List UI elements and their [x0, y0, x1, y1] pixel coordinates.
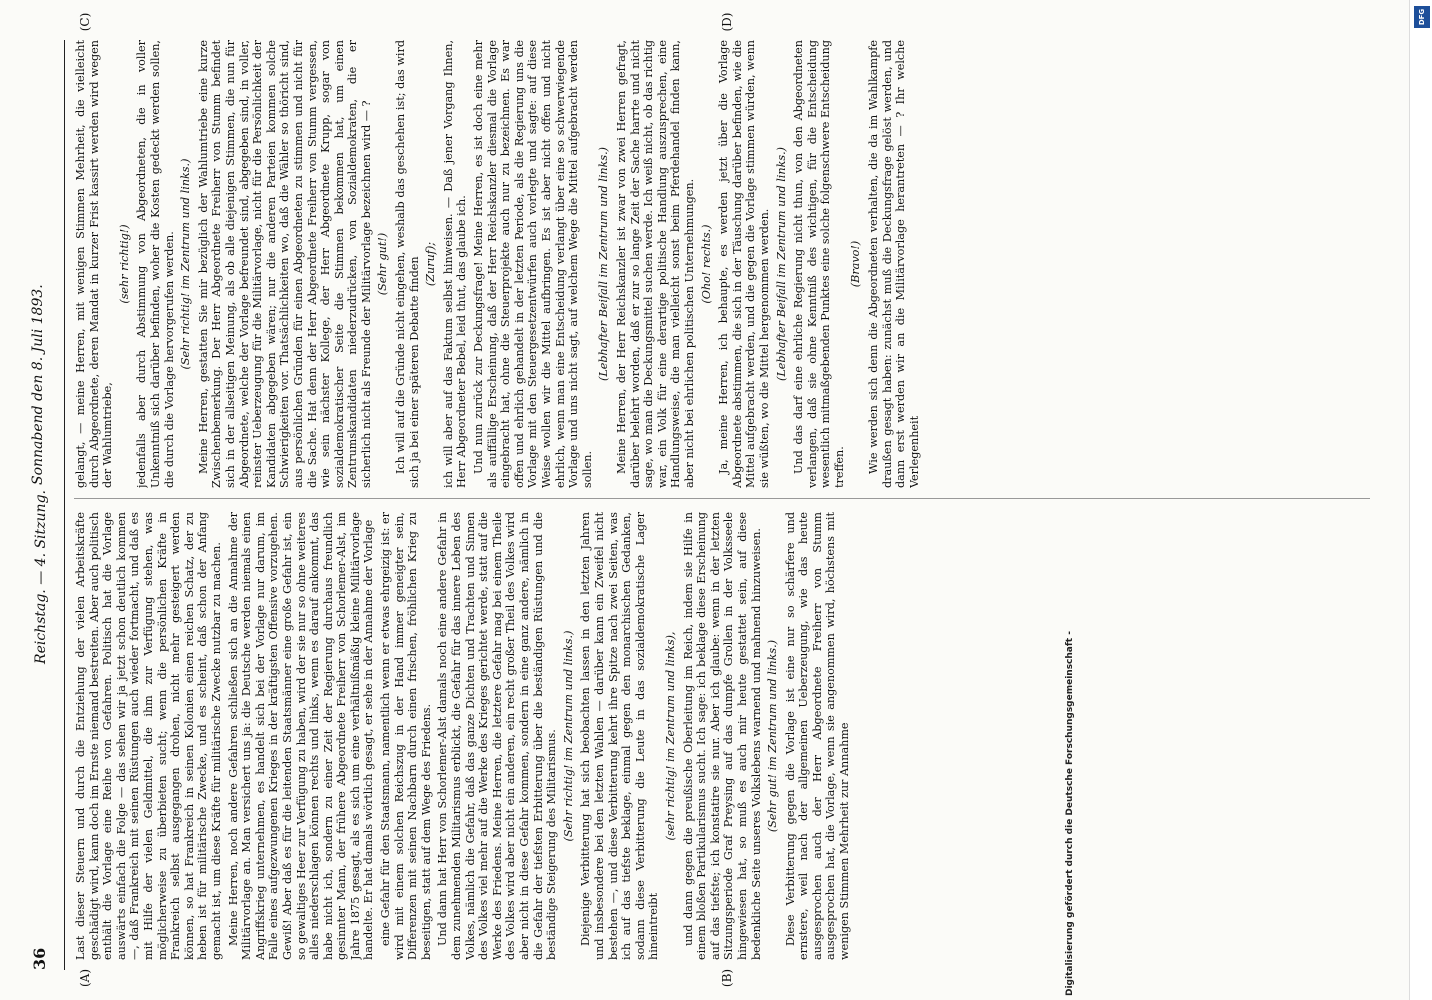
- header-rule: [64, 40, 65, 970]
- paragraph: Meine Herren, noch andere Gefahren schließen sich an die Annahme der Militärvorlage an. Man versichert uns ja: die Deutsche werden niemals einen Angriffskrieg unternehmen, es handelt sich bei der Vorlage nur darum, im Falle eines aufgezwungenen Krieges in der kräftigsten Offensive vorzugehen. Gewiß! Aber daß es für die leitenden Staatsmänner eine große Gefahr ist, ein so gewaltiges Heer zur Verfügung zu haben, wird der sie nur so ohne weiteres alles niederschlagen können rechts und links, wenn es darauf ankommt, das habe nicht ich, sondern zu einer Zeit der Regierung durchaus freundlich gesinnter Mann, der frühere Abgeordnete Freiherr von Schorlemer-Alst, im Jahre 1875 gesagt, als es sich um eine verhältnißmäßig kleine Militärvorlage handelte. Er hat damals wörtlich gesagt, er sehe in der Annahme der Vorlage: [226, 512, 376, 960]
- paragraph: Diejenige Verbitterung hat sich beobachten lassen in den letzten Jahren und insbesondere bei den letzten Wahlen — darüber kann ein Zweifel nicht bestehen —, und diese Verbitterung kehrt ihre Spitze nach zwei Seiten, was ich auf das tiefste beklage, einmal gegen den monarchischen Gedanken, sodann diese Verbitterung die Leute in das sozialdemokratische Lager hineintreibt: [579, 512, 661, 960]
- paragraph: Last dieser Steuern und durch die Entziehung der vielen Arbeitskräfte geschädigt wird, kann doch im Ernste niemand bestreiten. Aber auch politisch enthält die Vorlage eine Reihe von Gefahren. Politisch hat die Vorlage auswärts einfach die Folge — das sehen wir ja jetzt schon deutlich kommen —, daß Frankreich mit seinen Rüstungen auch wieder fortmacht, und daß es mit Hilfe der vielen Geldmittel, die ihm zur Verfügung stehen, was möglicherweise zu überbieten sucht; wenn die persönlichen Kräfte in Frankreich selbst ausgegangen drohen, nicht mehr gesteigert werden können, so hat Frankreich in seinen Kolonien einen reichen Schatz, der zu heben ist für militärische Zwecke, und es scheint, daß schon der Anfang gemacht ist, um diese Kräfte für militärische Zwecke nutzbar zu machen.: [74, 512, 223, 960]
- paragraph: jedenfalls aber durch Abstimmung von Abgeordneten, die in voller Unkenntniß sich darüber befinden, woher die Kosten gedeckt werden sollen, die durch die Vorlage hervorgerufen werden.: [135, 40, 176, 488]
- interjection: (Sehr gut!): [376, 232, 390, 296]
- interjection: (sehr richtig!): [117, 224, 131, 304]
- paragraph: Ich will auf die Gründe nicht eingehen, weshalb das geschehen ist; das wird sich ja bei einer späteren Debatte finden: [394, 40, 421, 488]
- margin-marker-a: (A): [78, 968, 92, 988]
- digitization-credit: Digitalisierung gefördert durch die Deutsche Forschungsgemeinschaft -: [1065, 631, 1076, 996]
- paragraph: Und dann hat Herr von Schorlemer-Alst damals noch eine andere Gefahr in dem zunehmenden Militarismus erblickt, die Gefahr für das innere Leben des Volkes, nämlich die Gefahr, daß das ganze Dichten und Trachten und Sinnen des Volkes viel mehr auf die Werke des Krieges gerichtet werde, statt auf die Werke des Friedens. Meine Herren, die letztere Gefahr mag bei einem Theile des Volkes wird aber nicht ein anderen, ein recht großer Theil des Volkes wird aber nicht in diese Gefahr kommen, sondern in eine ganz andere, nämlich in die Gefahr der tiefsten Erbitterung über die beständigen Rüstungen und die beständige Steigerung des Militarismus.: [436, 512, 559, 960]
- right-column: [74, 40, 1374, 488]
- column-divider: [74, 498, 1370, 499]
- interjection: (Lebhafter Beifall im Zentrum und links.): [597, 146, 611, 382]
- page-header-right: [30, 45, 60, 485]
- page-header-left: [30, 490, 60, 970]
- interjection: (sehr richtig! im Zentrum und links),: [663, 631, 677, 841]
- margin-marker-c: (C): [78, 12, 92, 32]
- margin-marker-d: (D): [720, 12, 734, 32]
- interjection: (Sehr richtig! im Zentrum und links.): [561, 630, 575, 842]
- paragraph: Meine Herren, gestatten Sie mir bezüglich der Wahlumtriebe eine kurze Zwischenbemerkung. Der Herr Abgeordnete Freiherr von Stumm befindet sich in der allseitigen Meinung, als ob alle diejenigen Stimmen, die nun für Abgeordnete, welche der Vorlage befreundet sind, abgegeben sind, in voller, reinster Ueberzeugung für die Militärvorlage, nicht für die Persönlichkeit der Kandidaten abgegeben wären; nur die anderen Parteien kommen solche Schwierigkeiten vor. Thatsächlichkeiten wo, daß die Wähler so thöricht sind, aus persönlichen Gründen für einen Abgeordneten zu stimmen und nicht für die Sache. Hat denn der Herr Abgeordnete Freiherr von Stumm vergessen, wie sein nächster Kollege, der Herr Abgeordnete Krupp, sogar von sozialdemokratischer Seite die Stimmen bekommen hat, um einen Zentrumskandidaten niederzudrücken, von Sozialdemokraten, die er sicherlich nicht als Freunde der Militärvorlage bezeichnen wird — ?: [196, 40, 373, 488]
- paragraph: Meine Herren, der Herr Reichskanzler ist zwar von zwei Herren gefragt, darüber belehrt worden, daß er zur so lange Zeit der Sache harrte und nicht sage, wo man die Deckungsmittel suchen werde. Ich weiß nicht, ob das richtig war, ein Volk für eine derartige politische Handlung auszusprechen, eine Handlungsweise, die man vielleicht sonst beim Pferdehandel finden kann, aber nicht bei ehrlichen politischen Unternehmungen.: [614, 40, 696, 488]
- interjection: (Bravo!): [849, 240, 863, 288]
- interjection: (Sehr gut! im Zentrum und links.): [766, 639, 780, 833]
- paragraph: Ja, meine Herren, ich behaupte, es werden jetzt über die Vorlage Abgeordnete abstimmen, die sich in der Täuschung darüber befinden, wie die Mittel aufgebracht werden, und die gegen die Vorlage stimmen würden, wenn sie wüßten, wo die Mittel hergenommen werden.: [717, 40, 771, 488]
- paragraph: Wie werden sich denn die Abgeordneten verhalten, die da im Wahlkampfe draußen gesagt haben: zunächst muß die Deckungsfrage gelöst werden, und dann erst werden wir an die Militärvorlage herantreten — ? Ihr welche Verlegenheit: [867, 40, 921, 488]
- digitization-strip: [1065, 0, 1432, 1000]
- interjection: (Oho! rechts.): [699, 224, 713, 304]
- paragraph: gelangt, — meine Herren, mit wenigen Stimmen Mehrheit, die vielleicht durch Abgeordnete, deren Mandat in kurzer Frist kassirt werden wird wegen der Wahlumtriebe,: [74, 40, 115, 488]
- session-date: Sonnabend den 8. Juli 1893.: [30, 284, 46, 485]
- interjection: (Lebhafter Beifall im Zentrum und links.): [774, 146, 788, 382]
- dfg-logo: DFG: [1414, 6, 1430, 28]
- left-column: [74, 512, 1374, 960]
- interjection: (Sehr richtig! im Zentrum und links.): [179, 158, 193, 370]
- paragraph: Und nun zurück zur Deckungsfrage! Meine Herren, es ist doch eine mehr als auffällige Erscheinung, daß der Herr Reichskanzler diesmal die Vorlage eingebracht hat, ohne die Steuerprojekte auch nur zu bezeichnen. Es war offen und ehrlich gehandelt in der letzten Periode, als die Regierung uns die Vorlage mit den Steuergesetzentwürfen auch vorlegte und sagte: auf diese Weise wollen wir die Mittel aufbringen. Es ist aber nicht offen und nicht ehrlich, wenn man eine Entscheidung verlangt über eine so schwerwiegende Vorlage und uns nicht sagt, auf welchem Wege die Mittel aufgebracht werden sollen.: [472, 40, 594, 488]
- margin-marker-b: (B): [720, 968, 734, 988]
- interjection: (Zuruf);: [424, 241, 438, 287]
- paragraph: eine Gefahr für den Staatsmann, namentlich wenn er etwas ehrgeizig ist: er wird mit einem solchen Reichszug in der Hand immer geneigter sein, Differenzen mit seinen Nachbarn durch einen frischen, fröhlichen Krieg zu beseitigen, statt auf dem Wege des Friedens.: [379, 512, 433, 960]
- session-title: Reichstag. — 4. Sitzung.: [33, 490, 49, 664]
- paragraph: Und das darf eine ehrliche Regierung nicht thun, von den Abgeordneten verlangen, daß sie ohne Kenntniß des wichtigen, für die Entscheidung wesentlich mitmaßgebenden Punktes eine solche folgenschwere Entscheidung treffen.: [792, 40, 846, 488]
- paragraph: ich will aber auf das Faktum selbst hinweisen. — Daß jener Vorgang Ihnen, Herr Abgeordneter Bebel, leid thut, das glaube ich.: [441, 40, 469, 488]
- page-number: 36: [30, 947, 49, 970]
- paragraph: und dann gegen die preußische Oberleitung im Reich, indem sie Hilfe in einem bloßen Partikularismus sucht. Ich sage: ich beklage diese Erscheinung auf das tiefste; ich konstatire sie nur. Aber ich glaube: wenn in der letzten Sitzungsperiode Graf Preysing auf das dumpfe Grollen in der Volksseele hingewiesen hat, so muß es auch mir heute gestattet sein, auf diese bedenkliche Seite unseres Volkslebens warnend und mahnend hinzuweisen.: [681, 512, 763, 960]
- paragraph: Diese Verbitterung gegen die Vorlage ist eine nur so schärfere und ernstere, weil nach der allgemeinen Ueberzeugung, wie das heute ausgesprochen auch der Herr Abgeordnete Freiherr von Stumm ausgesprochen hat, die Vorlage, wenn sie angenommen wird, höchstens mit wenigen Stimmen Mehrheit zur Annahme: [783, 512, 852, 960]
